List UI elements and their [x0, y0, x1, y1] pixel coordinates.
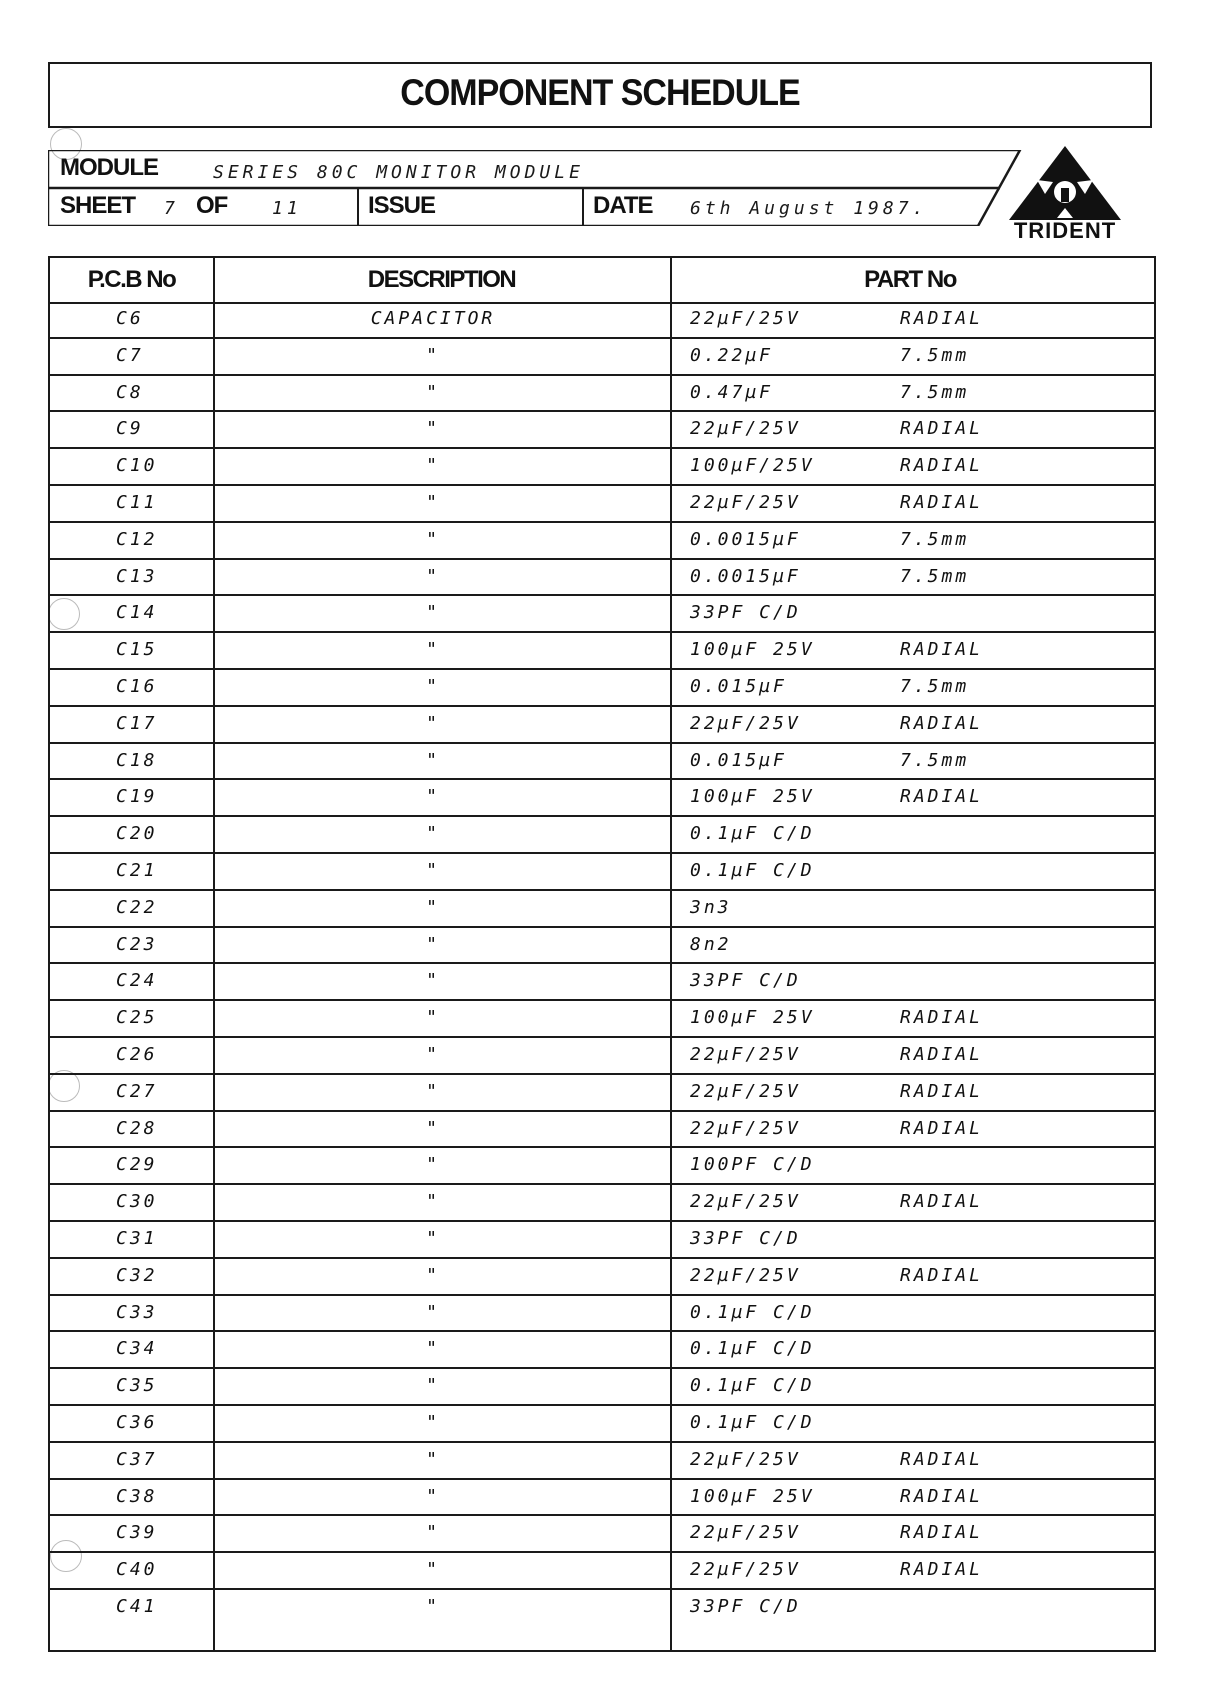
- pcb-cell: C7: [116, 344, 144, 366]
- description-cell: ": [426, 1522, 440, 1544]
- pcb-cell: C35: [116, 1375, 158, 1397]
- table-row: [50, 1112, 1154, 1149]
- table-row: [50, 1075, 1154, 1112]
- part-note-cell: 7.5mm: [900, 344, 970, 366]
- description-cell: ": [426, 896, 440, 918]
- part-note-cell: RADIAL: [900, 786, 984, 808]
- part-cell: 0.015µF: [690, 749, 787, 771]
- description-cell: ": [426, 1044, 440, 1065]
- pcb-cell: C15: [116, 639, 158, 661]
- table-row: [50, 376, 1154, 413]
- table-row: [50, 817, 1154, 854]
- part-cell: 22µF/25V: [690, 1522, 801, 1544]
- description-cell: ": [426, 639, 440, 661]
- part-note-cell: RADIAL: [900, 492, 984, 513]
- pcb-cell: C17: [116, 712, 158, 734]
- table-row: [50, 633, 1154, 670]
- description-cell: ": [426, 823, 440, 845]
- table-row: [50, 928, 1154, 965]
- part-note-cell: RADIAL: [900, 455, 984, 477]
- table-row: [50, 1185, 1154, 1222]
- table-row: [50, 744, 1154, 781]
- table-row: [50, 780, 1154, 817]
- pcb-cell: C26: [116, 1044, 158, 1065]
- table-header: [50, 258, 1154, 304]
- description-cell: ": [426, 1596, 440, 1617]
- pcb-cell: C13: [116, 565, 158, 587]
- pcb-cell: C36: [116, 1412, 158, 1433]
- description-cell: ": [426, 1559, 440, 1581]
- part-note-cell: RADIAL: [900, 1264, 984, 1286]
- part-cell: 0.0015µF: [690, 528, 801, 550]
- description-cell: ": [426, 1007, 440, 1029]
- table-row: [50, 339, 1154, 376]
- table-row: [50, 596, 1154, 633]
- table-row: [50, 1516, 1154, 1553]
- table-row: [50, 1369, 1154, 1406]
- table-row: [50, 412, 1154, 449]
- pcb-cell: C33: [116, 1301, 158, 1323]
- pcb-cell: C39: [116, 1522, 158, 1544]
- part-cell: 22µF/25V: [690, 1559, 801, 1581]
- description-cell: ": [426, 1264, 440, 1286]
- description-cell: ": [426, 786, 440, 808]
- part-cell: 100µF 25V: [690, 786, 815, 808]
- pcb-cell: C38: [116, 1485, 158, 1507]
- pcb-cell: C27: [116, 1080, 158, 1102]
- part-cell: 22µF/25V: [690, 418, 801, 440]
- pcb-cell: C41: [116, 1596, 158, 1617]
- description-cell: ": [426, 344, 440, 366]
- description-cell: ": [426, 970, 440, 992]
- part-cell: 0.1µF C/D: [690, 1412, 815, 1433]
- part-cell: 0.1µF C/D: [690, 823, 815, 845]
- pcb-cell: C32: [116, 1264, 158, 1286]
- pcb-cell: C34: [116, 1338, 158, 1360]
- date-value: 6th August 1987.: [690, 198, 928, 219]
- pcb-cell: C14: [116, 602, 158, 624]
- pcb-cell: C19: [116, 786, 158, 808]
- description-cell: ": [426, 1154, 440, 1176]
- part-cell: 33PF C/D: [690, 1228, 801, 1249]
- part-cell: 0.0015µF: [690, 565, 801, 587]
- part-cell: 22µF/25V: [690, 492, 801, 513]
- table-row: [50, 670, 1154, 707]
- part-note-cell: RADIAL: [900, 1448, 984, 1470]
- column-header-pcb: P.C.B No: [87, 266, 176, 293]
- module-value: SERIES 80C MONITOR MODULE: [213, 162, 584, 183]
- part-cell: 33PF C/D: [690, 970, 801, 992]
- description-cell: ": [426, 1191, 440, 1213]
- part-note-cell: 7.5mm: [900, 749, 970, 771]
- pcb-cell: C16: [116, 676, 158, 697]
- part-cell: 3n3: [690, 896, 732, 918]
- part-note-cell: RADIAL: [900, 639, 984, 661]
- pcb-cell: C9: [116, 418, 144, 440]
- table-row: [50, 1553, 1154, 1590]
- sheet-label: SHEET: [60, 192, 136, 219]
- part-cell: 22µF/25V: [690, 1080, 801, 1102]
- description-cell: ": [426, 1228, 440, 1249]
- pcb-cell: C8: [116, 381, 144, 403]
- table-row: [50, 1443, 1154, 1480]
- description-cell: ": [426, 492, 440, 513]
- table-row: [50, 523, 1154, 560]
- logo-text: TRIDENT: [1013, 218, 1117, 243]
- column-header-part: PART No: [864, 266, 956, 293]
- part-note-cell: 7.5mm: [900, 676, 970, 697]
- part-cell: 100µF/25V: [690, 455, 815, 477]
- table-row: [50, 707, 1154, 744]
- part-cell: 8n2: [690, 933, 732, 955]
- header-block: [48, 150, 1028, 226]
- part-cell: 22µF/25V: [690, 308, 801, 329]
- part-cell: 0.1µF C/D: [690, 860, 815, 881]
- part-note-cell: RADIAL: [900, 418, 984, 440]
- part-cell: 100PF C/D: [690, 1154, 815, 1176]
- table-row: [50, 449, 1154, 486]
- table-row: [50, 1038, 1154, 1075]
- part-cell: 22µF/25V: [690, 712, 801, 734]
- sheet-value: 7: [164, 198, 179, 219]
- table-row: [50, 486, 1154, 523]
- part-note-cell: 7.5mm: [900, 565, 970, 587]
- column-header-description: DESCRIPTION: [367, 266, 516, 293]
- description-cell: ": [426, 602, 440, 624]
- pcb-cell: C23: [116, 933, 158, 955]
- part-note-cell: RADIAL: [900, 1191, 984, 1213]
- table-row: [50, 560, 1154, 597]
- table-row: [50, 1406, 1154, 1443]
- table-row: [50, 1001, 1154, 1038]
- pcb-cell: C20: [116, 823, 158, 845]
- pcb-cell: C22: [116, 896, 158, 918]
- pcb-cell: C11: [116, 492, 158, 513]
- description-cell: ": [426, 933, 440, 955]
- component-table: [48, 256, 1156, 1652]
- part-note-cell: RADIAL: [900, 712, 984, 734]
- description-cell: CAPACITOR: [370, 308, 496, 329]
- title-box: [48, 62, 1152, 128]
- part-cell: 22µF/25V: [690, 1264, 801, 1286]
- pcb-cell: C30: [116, 1191, 158, 1213]
- part-note-cell: 7.5mm: [900, 381, 970, 403]
- description-cell: ": [426, 565, 440, 587]
- part-cell: 22µF/25V: [690, 1117, 801, 1139]
- pcb-cell: C28: [116, 1117, 158, 1139]
- table-body: [50, 302, 1154, 1650]
- part-note-cell: RADIAL: [900, 1485, 984, 1507]
- issue-label: ISSUE: [368, 192, 436, 219]
- description-cell: ": [426, 1080, 440, 1102]
- part-cell: 100µF 25V: [690, 1485, 815, 1507]
- part-cell: 0.015µF: [690, 676, 787, 697]
- table-row: [50, 1259, 1154, 1296]
- description-cell: ": [426, 1117, 440, 1139]
- part-cell: 0.1µF C/D: [690, 1301, 815, 1323]
- part-cell: 0.1µF C/D: [690, 1375, 815, 1397]
- pcb-cell: C21: [116, 860, 158, 881]
- part-note-cell: RADIAL: [900, 1007, 984, 1029]
- table-row: [50, 302, 1154, 339]
- pcb-cell: C29: [116, 1154, 158, 1176]
- part-cell: 33PF C/D: [690, 1596, 801, 1617]
- part-cell: 100µF 25V: [690, 639, 815, 661]
- description-cell: ": [426, 381, 440, 403]
- part-note-cell: RADIAL: [900, 1522, 984, 1544]
- pcb-cell: C25: [116, 1007, 158, 1029]
- description-cell: ": [426, 712, 440, 734]
- part-note-cell: 7.5mm: [900, 528, 970, 550]
- pcb-cell: C37: [116, 1448, 158, 1470]
- description-cell: ": [426, 1412, 440, 1433]
- description-cell: ": [426, 749, 440, 771]
- pcb-cell: C40: [116, 1559, 158, 1581]
- description-cell: ": [426, 418, 440, 440]
- table-row: [50, 1480, 1154, 1517]
- description-cell: ": [426, 1301, 440, 1323]
- part-note-cell: RADIAL: [900, 1044, 984, 1065]
- pcb-cell: C31: [116, 1228, 158, 1249]
- description-cell: ": [426, 455, 440, 477]
- part-cell: 22µF/25V: [690, 1448, 801, 1470]
- part-cell: 100µF 25V: [690, 1007, 815, 1029]
- table-row: [50, 854, 1154, 891]
- table-row: [50, 1332, 1154, 1369]
- table-row: [50, 1148, 1154, 1185]
- pcb-cell: C12: [116, 528, 158, 550]
- description-cell: ": [426, 1338, 440, 1360]
- of-value: 11: [272, 198, 302, 219]
- part-cell: 0.47µF: [690, 381, 774, 403]
- part-note-cell: RADIAL: [900, 1559, 984, 1581]
- description-cell: ": [426, 1448, 440, 1470]
- table-row: [50, 964, 1154, 1001]
- table-row: [50, 1296, 1154, 1333]
- pcb-cell: C6: [116, 308, 144, 329]
- part-note-cell: RADIAL: [900, 1080, 984, 1102]
- of-label: OF: [196, 192, 228, 219]
- description-cell: ": [426, 1485, 440, 1507]
- part-cell: 0.1µF C/D: [690, 1338, 815, 1360]
- pcb-cell: C18: [116, 749, 158, 771]
- part-note-cell: RADIAL: [900, 1117, 984, 1139]
- part-cell: 0.22µF: [690, 344, 774, 366]
- part-note-cell: RADIAL: [900, 308, 984, 329]
- description-cell: ": [426, 676, 440, 697]
- description-cell: ": [426, 1375, 440, 1397]
- table-row: [50, 891, 1154, 928]
- page-title: COMPONENT SCHEDULE: [400, 72, 800, 114]
- description-cell: ": [426, 528, 440, 550]
- pcb-cell: C10: [116, 455, 158, 477]
- part-cell: 22µF/25V: [690, 1191, 801, 1213]
- part-cell: 22µF/25V: [690, 1044, 801, 1065]
- description-cell: ": [426, 860, 440, 881]
- part-cell: 33PF C/D: [690, 602, 801, 624]
- date-label: DATE: [593, 192, 653, 219]
- module-label: MODULE: [60, 154, 158, 181]
- table-row: [50, 1222, 1154, 1259]
- pcb-cell: C24: [116, 970, 158, 992]
- table-row: [50, 1590, 1154, 1627]
